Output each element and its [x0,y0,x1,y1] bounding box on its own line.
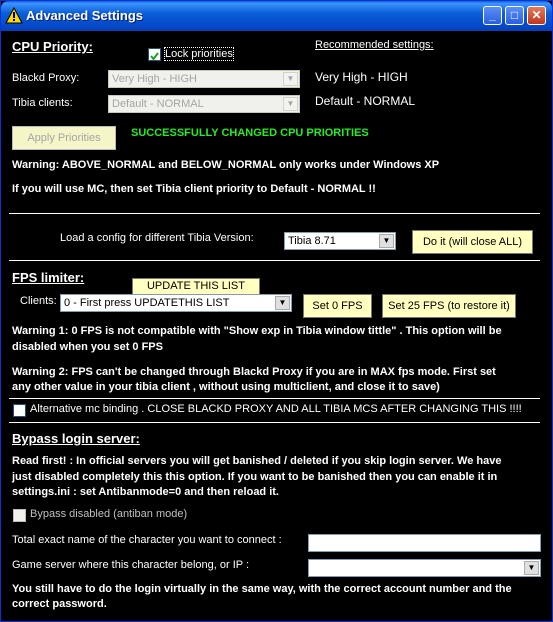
maximize-button[interactable] [505,6,524,25]
fps-warning-2-line-2: any other value in your tibia client , without using multiclient, and close it to save) [12,381,440,393]
cpu-priority-header: CPU Priority: [12,39,93,54]
character-name-label: Total exact name of the character you want to connect : [12,534,282,546]
bypass-info-line-3: settings.ini : set Antibanmode=0 and then reload it. [12,486,279,498]
maximize-icon: □ [510,8,519,22]
settings-panel [5,31,548,617]
bypass-info-line-2: just disabled completely this this option. If you want to be banished then you can enable it in [12,471,498,483]
tibia-version-value: Tibia 8.71 [288,235,336,247]
window-title: Advanced Settings [26,8,144,23]
alternative-mc-binding-checkbox[interactable] [13,404,26,417]
chevron-down-icon: ▼ [275,296,290,310]
set-0-fps-button[interactable]: Set 0 FPS [303,294,372,318]
set-25-fps-button[interactable]: Set 25 FPS (to restore it) [382,294,516,318]
fps-clients-value: 0 - First press UPDATETHIS LIST [64,297,230,309]
lock-priorities-checkbox[interactable] [148,48,161,61]
tibia-clients-priority-value: Default - NORMAL [112,98,204,110]
load-config-button[interactable]: Do it (will close ALL) [412,230,533,254]
chevron-down-icon: ▼ [524,561,539,575]
fps-warning-1-line-1: Warning 1: 0 FPS is not compatible with "Show exp in Tibia window tittle" . This option will be [12,325,502,337]
cpu-status-message: SUCCESSFULLY CHANGED CPU PRIORITIES [131,127,369,139]
game-server-select[interactable] [308,559,541,577]
character-name-input[interactable] [308,534,541,552]
config-version-label: Load a config for different Tibia Version: [60,232,254,244]
mc-priority-warning: If you will use MC, then set Tibia client priority to Default - NORMAL !! [12,183,376,195]
chevron-down-icon: ▼ [283,72,298,86]
title-bar[interactable] [1,1,552,31]
separator [9,213,540,214]
login-note-line-2: correct password. [12,598,107,610]
tibia-version-select[interactable] [284,232,396,250]
apply-priorities-button[interactable]: Apply Priorities [12,126,116,150]
bypass-info-line-1: Read first! : In official servers you will get banished / deleted if you skip login server. We have [12,455,502,467]
bypass-disabled-label: Bypass disabled (antiban mode) [30,508,188,520]
fps-warning-1-line-2: disabled when you set 0 FPS [12,341,163,353]
checkmark-icon [149,51,160,62]
blackd-proxy-recommended: Very High - HIGH [315,70,408,84]
windows-xp-warning: Warning: ABOVE_NORMAL and BELOW_NORMAL only works under Windows XP [12,159,440,171]
minimize-button[interactable] [483,6,502,25]
tibia-clients-label: Tibia clients: [12,97,73,109]
close-icon: ✕ [531,8,542,22]
alternative-mc-binding-label: Alternative mc binding . CLOSE BLACKD PROXY AND ALL TIBIA MCS AFTER CHANGING THIS !!!! [30,403,522,415]
login-note-line-1: You still have to do the login virtually in the same way, with the correct account number and the [12,583,512,595]
lock-priorities-label[interactable]: Lock priorities [165,48,233,60]
tibia-clients-priority-select[interactable] [108,95,300,113]
blackd-proxy-label: Blackd Proxy: [12,72,80,84]
close-button[interactable] [527,6,546,25]
tibia-clients-recommended: Default - NORMAL [315,94,416,108]
fps-limiter-header: FPS limiter: [12,270,85,285]
fps-warning-2-line-1: Warning 2: FPS can't be changed through Blackd Proxy if you are in MAX fps mode. First set [12,366,496,378]
blackd-proxy-priority-select[interactable] [108,70,300,88]
update-list-button[interactable]: UPDATE THIS LIST [132,278,260,295]
separator [9,422,540,423]
separator [9,398,540,399]
bypass-disabled-checkbox[interactable] [13,509,26,522]
minimize-icon: _ [489,8,496,22]
recommended-settings-header: Recommended settings: [315,39,434,51]
game-server-label: Game server where this character belong, or IP : [12,559,250,571]
chevron-down-icon: ▼ [283,97,298,111]
blackd-proxy-priority-value: Very High - HIGH [112,73,197,85]
fps-clients-select[interactable] [60,294,292,312]
bypass-login-header: Bypass login server: [12,431,140,446]
warning-icon [5,7,23,24]
fps-clients-label: Clients: [20,295,57,307]
chevron-down-icon: ▼ [379,234,394,248]
separator [9,260,540,261]
